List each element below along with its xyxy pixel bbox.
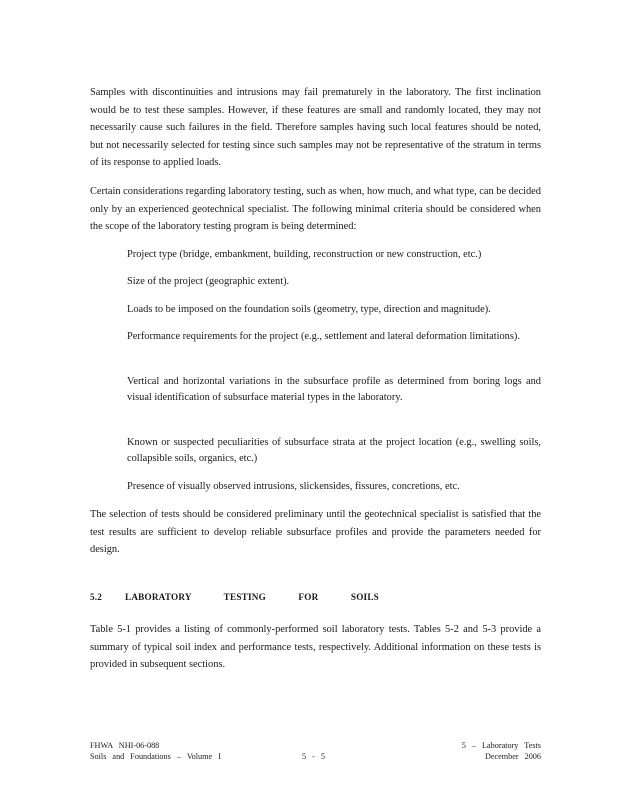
paragraph-considerations: Certain considerations regarding laboratory testing, such as when, how much, and what type, can be decided only by an experienced geotechnical specialist. The following minimal criteria should be considered when the scope of the laboratory testing program is being determined: — [90, 185, 541, 233]
list-item-text: Presence of visually observed intrusions, slickensides, fissures, concretions, etc. — [127, 480, 460, 492]
paragraph-discontinuities: Samples with discontinuities and intrusions may fail prematurely in the laboratory. The first inclination would be to test these samples. However, if these features are small and randomly located, they may not necessarily cause such failures in the field. Therefore samples having such local features should be noted, but not necessarily selected for testing since such samples may not be representative of the stratum in terms of its response to applied loads. — [90, 87, 541, 169]
footer-manual-title: Soils and Foundations – Volume I — [90, 751, 221, 761]
footer-date: December 2006 — [484, 751, 541, 761]
section-heading — [90, 590, 541, 604]
paragraph-table-intro: Table 5-1 provides a listing of commonly-performed soil laboratory tests. Tables 5-2 and 5-3 provide a summary of typical soil index and performance tests, respectively. Additional information on these tests is provided in subsequent sections. — [90, 624, 541, 671]
page-body — [90, 84, 541, 685]
footer-page-number: 5 - 5 — [302, 751, 326, 761]
list-item-text: Known or suspected peculiarities of subsurface strata at the project location (e.g., swelling soils, collapsible soils, organics, etc.) — [127, 436, 541, 465]
list-item — [90, 302, 541, 319]
list-item-text: Vertical and horizontal variations in the subsurface profile as determined from boring logs and visual identification of subsurface material types in the laboratory. — [127, 375, 541, 404]
list-item — [90, 274, 541, 291]
list-item-text: Project type (bridge, embankment, building, reconstruction or new construction, etc.) — [127, 248, 482, 260]
list-item — [90, 374, 541, 407]
paragraph-selection: The selection of tests should be considered preliminary until the geotechnical specialist is satisfied that the test results are sufficient to develop reliable subsurface profiles and provide the parameters needed for design. — [90, 509, 541, 556]
criteria-list — [90, 247, 541, 496]
footer-right — [462, 741, 541, 762]
footer-left — [90, 741, 221, 762]
list-item — [90, 435, 541, 468]
list-item-text: Loads to be imposed on the foundation soils (geometry, type, direction and magnitude). — [127, 303, 491, 315]
list-item — [90, 329, 541, 346]
section-number: 5.2 — [90, 592, 103, 603]
list-item-text: Performance requirements for the project (e.g., settlement and lateral deformation limitations). — [127, 331, 520, 343]
list-item-text: Size of the project (geographic extent). — [127, 276, 290, 288]
list-item — [90, 247, 541, 264]
section-title: LABORATORY TESTING FOR SOILS — [125, 592, 379, 603]
footer-report-number: FHWA NHI-06-088 — [90, 741, 160, 750]
list-item — [90, 479, 541, 496]
footer-chapter-title: 5 – Laboratory Tests — [461, 741, 541, 750]
